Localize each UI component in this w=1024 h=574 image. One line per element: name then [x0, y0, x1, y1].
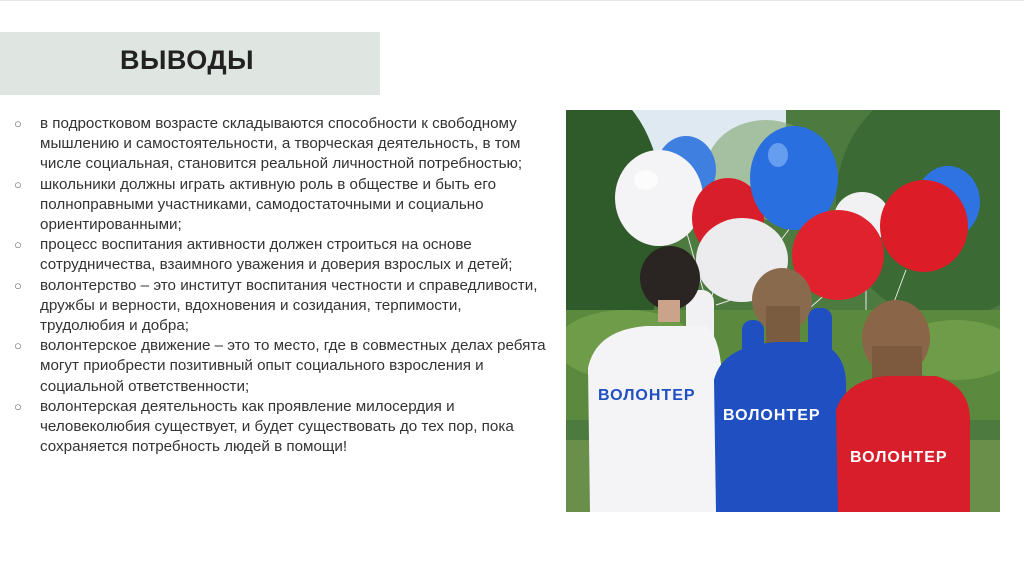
slide-title: ВЫВОДЫ [120, 45, 255, 75]
balloon-red [880, 180, 968, 272]
list-item [14, 114, 549, 175]
bullet-circle-icon: ○ [14, 176, 22, 192]
shirt-label: ВОЛОНТЕР [723, 407, 821, 424]
list-item [14, 397, 549, 458]
balloon-white [615, 150, 703, 246]
bullet-circle-icon: ○ [14, 237, 22, 253]
volunteers-illustration [566, 110, 1000, 512]
list-item-text: волонтерская деятельность как проявление милосердия и человеколюбия существует, и будет существовать до тех пор, пока сохраняется потребность людей в помощи! [40, 397, 514, 456]
bullet-circle-icon: ○ [14, 338, 22, 354]
list-item-text: школьники должны играть активную роль в обществе и быть его полноправными участниками, самодостаточными и социально ориентированными; [40, 175, 497, 234]
list-item [14, 235, 549, 275]
list-item [14, 336, 549, 397]
list-item-text: в подростковом возрасте складываются способности к свободному мышлению и самостоятельности, а творческая деятельность, в том числе социальная, становится реальной личностной потребностью; [40, 115, 523, 173]
conclusions-list [14, 114, 549, 457]
bullet-circle-icon: ○ [14, 116, 22, 131]
volunteers-photo [566, 110, 1000, 512]
list-item [14, 276, 549, 337]
list-item-text: процесс воспитания активности должен строиться на основе сотрудничества, взаимного уважения и доверия взрослых и детей; [40, 236, 513, 274]
list-item-text: волонтерство – это институт воспитания честности и справедливости, дружбы и верности, вдохновения и созидания, терпимости, трудолюбия и добра; [40, 276, 538, 335]
bullet-circle-icon: ○ [14, 398, 22, 414]
list-item [14, 175, 549, 236]
shirt-label: ВОЛОНТЕР [850, 449, 948, 466]
shirt-label: ВОЛОНТЕР [598, 387, 696, 404]
bullet-circle-icon: ○ [14, 277, 22, 293]
list-item-text: волонтерское движение – это то место, где в совместных делах ребята могут приобрести позитивный опыт социального взросления и социальной ответственности; [40, 337, 546, 395]
